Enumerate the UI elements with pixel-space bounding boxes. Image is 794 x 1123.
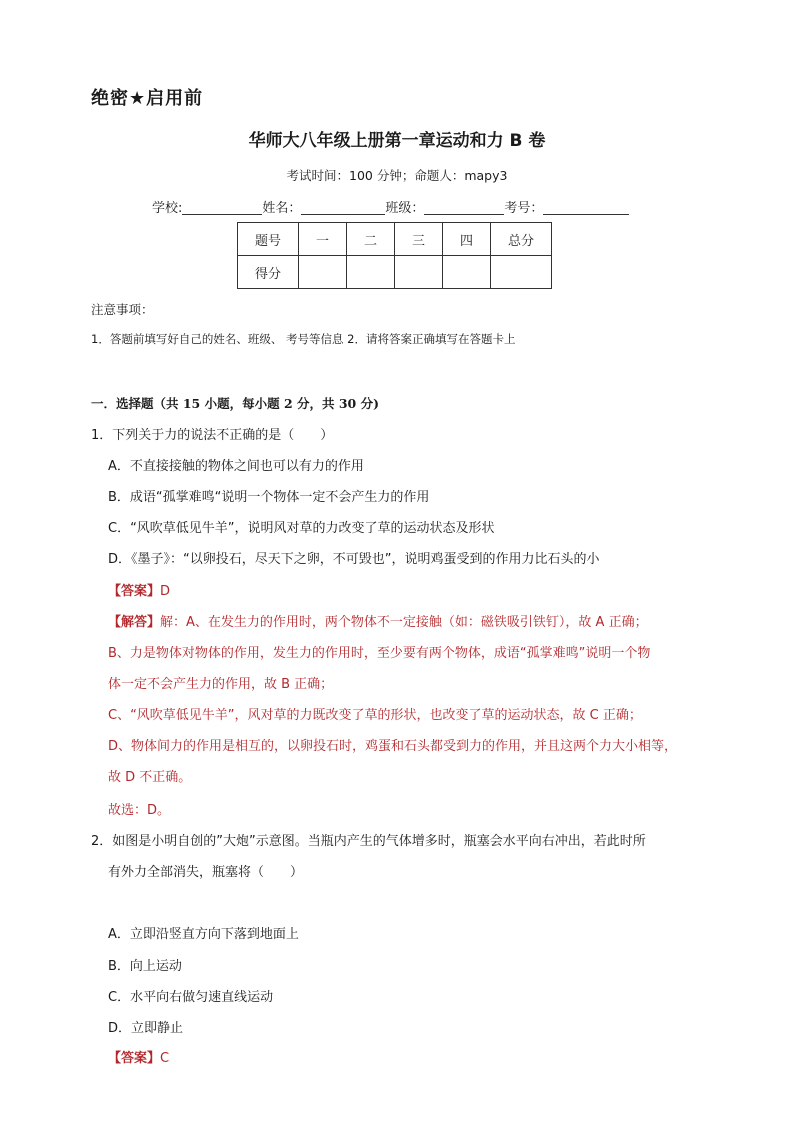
question-1-option-d: D．《墨子》：“以卵投石，尽天下之卵，不可毁也”，说明鸡蛋受到的作用力比石头的小 bbox=[108, 552, 600, 567]
question-1-analysis-line: 体一定不会产生力的作用，故 B 正确； bbox=[108, 677, 334, 692]
score-cell: 二 bbox=[347, 223, 395, 256]
score-row-label: 得分 bbox=[238, 256, 299, 289]
score-blank-cell bbox=[443, 256, 491, 289]
answer-value: D bbox=[160, 584, 171, 599]
score-table-header-row bbox=[238, 223, 552, 256]
school-blank bbox=[182, 200, 262, 215]
name-label: 姓名： bbox=[262, 201, 302, 216]
school-label: 学校: bbox=[152, 201, 183, 216]
score-cell: 题号 bbox=[238, 223, 299, 256]
question-1-option-b: B．成语“孤掌难鸣“说明一个物体一定不会产生力的作用 bbox=[108, 490, 430, 505]
score-table bbox=[237, 222, 552, 289]
question-2-answer bbox=[108, 1047, 169, 1066]
score-blank-cell bbox=[395, 256, 443, 289]
question-2-option-b: B．向上运动 bbox=[108, 959, 182, 974]
score-blank-cell bbox=[347, 256, 395, 289]
analysis-text: B、力是物体对物体的作用，发生力的作用时，至少要有两个物体，成语 bbox=[108, 646, 520, 661]
number-label: 考号： bbox=[504, 201, 544, 216]
analysis-text: 说明一个物 bbox=[585, 646, 651, 661]
question-1-analysis-line: D、物体间力的作用是相互的，以卵投石时，鸡蛋和石头都受到力的作用，并且这两个力大小相等， bbox=[108, 739, 678, 754]
question-1-analysis-line: 故 D 不正确。 bbox=[108, 770, 192, 785]
class-blank bbox=[424, 200, 504, 215]
question-1-analysis-line bbox=[108, 611, 648, 630]
question-1-analysis-line bbox=[108, 642, 650, 661]
answer-value: C bbox=[160, 1051, 170, 1066]
question-1-analysis-line: C、“风吹草低见牛羊”，风对草的力既改变了草的形状，也改变了草的运动状态，故 C 正确； bbox=[108, 708, 642, 723]
answer-tag: 【答案】 bbox=[108, 1051, 161, 1066]
analysis-text: 解：A、在发生力的作用时，两个物体不一定接触（如：磁铁吸引铁钉），故 A 正确； bbox=[160, 615, 648, 630]
secret-label: 绝密★启用前 bbox=[91, 88, 204, 109]
score-blank-cell bbox=[491, 256, 552, 289]
question-2-option-c: C．水平向右做匀速直线运动 bbox=[108, 990, 274, 1005]
section-heading: 一．选择题（共 15 小题，每小题 2 分，共 30 分) bbox=[91, 396, 380, 411]
analysis-quote: “孤掌难鸣” bbox=[519, 646, 586, 661]
score-cell: 三 bbox=[395, 223, 443, 256]
analysis-tag: 【解答】 bbox=[108, 615, 161, 630]
exam-title: 华师大八年级上册第一章运动和力 B 卷 bbox=[248, 131, 546, 151]
name-blank bbox=[301, 200, 385, 215]
student-info-line bbox=[152, 197, 629, 216]
exam-meta: 考试时间：100 分钟；命题人：mapy3 bbox=[286, 168, 508, 183]
answer-tag: 【答案】 bbox=[108, 584, 161, 599]
score-blank-cell bbox=[299, 256, 347, 289]
question-2-option-d: D．立即静止 bbox=[108, 1021, 184, 1036]
question-1-answer bbox=[108, 580, 170, 599]
score-cell: 一 bbox=[299, 223, 347, 256]
number-blank bbox=[543, 200, 629, 215]
class-label: 班级： bbox=[385, 201, 425, 216]
question-1-option-a: A．不直接接触的物体之间也可以有力的作用 bbox=[108, 459, 364, 474]
notes-text: 1．答题前填写好自己的姓名、班级、 考号等信息 2．请将答案正确填写在答题卡上 bbox=[91, 332, 516, 346]
question-2-option-a: A．立即沿竖直方向下落到地面上 bbox=[108, 927, 299, 942]
question-1-option-c: C．“风吹草低见牛羊”，说明风对草的力改变了草的运动状态及形状 bbox=[108, 521, 495, 536]
notes-heading: 注意事项： bbox=[91, 302, 154, 317]
score-table-score-row bbox=[238, 256, 552, 289]
score-cell: 四 bbox=[443, 223, 491, 256]
score-cell: 总分 bbox=[491, 223, 552, 256]
question-1-choice: 故选：D。 bbox=[108, 803, 171, 818]
question-2-stem: 2．如图是小明自创的”大炮”示意图。当瓶内产生的气体增多时，瓶塞会水平向右冲出，若此时所 bbox=[91, 834, 646, 849]
question-1-stem: 1．下列关于力的说法不正确的是（ ） bbox=[91, 428, 334, 443]
question-2-stem-cont: 有外力全部消失，瓶塞将（ ） bbox=[108, 865, 304, 880]
